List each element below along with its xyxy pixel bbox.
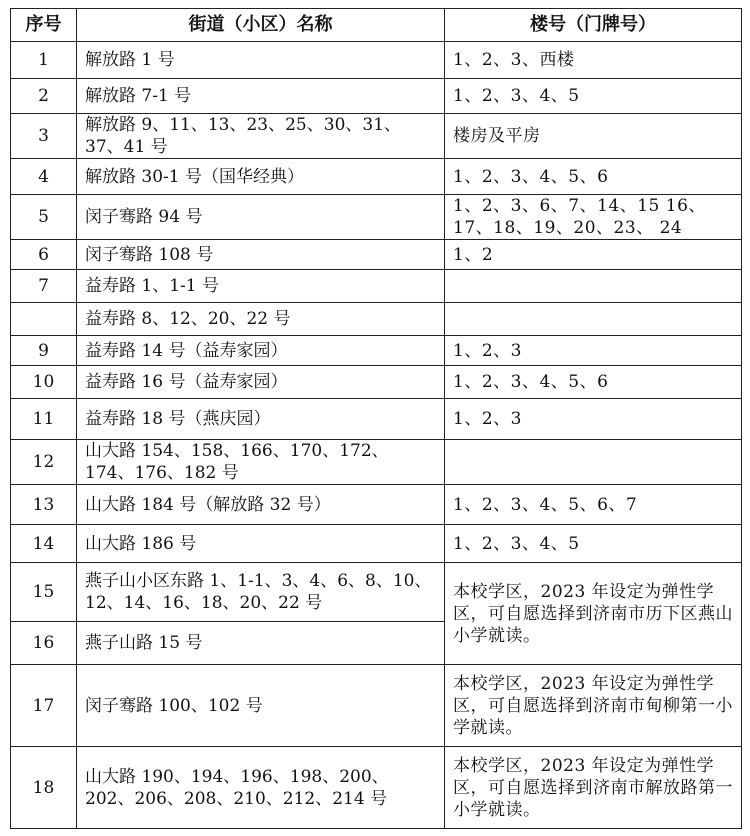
table-row <box>11 399 742 440</box>
street-name: 益寿路 8、12、20、22 号 <box>77 303 445 336</box>
row-number: 18 <box>11 747 77 829</box>
row-number: 10 <box>11 366 77 399</box>
row-number: 7 <box>11 270 77 303</box>
building-numbers: 本校学区，2023 年设定为弹性学区，可自愿选择到济南市历下区燕山小学就读。 <box>445 563 742 665</box>
header-building: 楼号（门牌号） <box>445 9 742 42</box>
row-number: 12 <box>11 440 77 485</box>
table-row <box>11 563 742 622</box>
school-district-table <box>10 8 742 829</box>
street-name: 解放路 1 号 <box>77 42 445 79</box>
table-row <box>11 747 742 829</box>
building-numbers: 1、2、3 <box>445 399 742 440</box>
street-name: 解放路 7-1 号 <box>77 79 445 114</box>
row-number <box>11 303 77 336</box>
table-row <box>11 240 742 270</box>
building-numbers: 1、2、3、4、5、6 <box>445 159 742 195</box>
street-name: 益寿路 18 号（燕庆园） <box>77 399 445 440</box>
building-numbers: 1、2、3、4、5、6、7 <box>445 485 742 525</box>
row-number: 13 <box>11 485 77 525</box>
building-numbers: 1、2、3、4、5 <box>445 525 742 563</box>
street-name: 山大路 154、158、166、170、172、174、176、182 号 <box>77 440 445 485</box>
row-number: 2 <box>11 79 77 114</box>
street-name: 益寿路 16 号（益寿家园） <box>77 366 445 399</box>
street-name: 闵子骞路 100、102 号 <box>77 665 445 747</box>
header-street: 街道（小区）名称 <box>77 9 445 42</box>
table-row <box>11 336 742 366</box>
row-number: 17 <box>11 665 77 747</box>
building-numbers: 楼房及平房 <box>445 114 742 159</box>
street-name: 益寿路 1、1-1 号 <box>77 270 445 303</box>
header-row <box>11 9 742 42</box>
row-number: 14 <box>11 525 77 563</box>
building-numbers: 1、2 <box>445 240 742 270</box>
table-row <box>11 79 742 114</box>
street-name: 益寿路 14 号（益寿家园） <box>77 336 445 366</box>
table-row <box>11 665 742 747</box>
building-numbers: 1、2、3、4、5 <box>445 79 742 114</box>
row-number: 15 <box>11 563 77 622</box>
street-name: 山大路 186 号 <box>77 525 445 563</box>
building-numbers <box>445 270 742 303</box>
row-number: 3 <box>11 114 77 159</box>
street-name: 山大路 190、194、196、198、200、202、206、208、210、212、214 号 <box>77 747 445 829</box>
table-row <box>11 525 742 563</box>
building-numbers: 本校学区，2023 年设定为弹性学区，可自愿选择到济南市解放路第一小学就读。 <box>445 747 742 829</box>
building-numbers <box>445 303 742 336</box>
building-numbers: 1、2、3、6、7、14、15 16、17、18、19、20、23、 24 <box>445 195 742 240</box>
table-row <box>11 114 742 159</box>
table-row <box>11 159 742 195</box>
row-number: 9 <box>11 336 77 366</box>
row-number: 1 <box>11 42 77 79</box>
table-row <box>11 485 742 525</box>
street-name: 燕子山路 15 号 <box>77 622 445 665</box>
table-row <box>11 366 742 399</box>
row-number: 6 <box>11 240 77 270</box>
table-row <box>11 42 742 79</box>
street-name: 解放路 9、11、13、23、25、30、31、37、41 号 <box>77 114 445 159</box>
building-numbers: 1、2、3、4、5、6 <box>445 366 742 399</box>
street-name: 闵子骞路 108 号 <box>77 240 445 270</box>
row-number: 11 <box>11 399 77 440</box>
building-numbers: 1、2、3 <box>445 336 742 366</box>
table-row <box>11 270 742 303</box>
building-numbers <box>445 440 742 485</box>
table-row <box>11 440 742 485</box>
row-number: 4 <box>11 159 77 195</box>
table-row <box>11 195 742 240</box>
street-name: 燕子山小区东路 1、1-1、3、4、6、8、10、12、14、16、18、20、22 号 <box>77 563 445 622</box>
street-name: 山大路 184 号（解放路 32 号） <box>77 485 445 525</box>
table-row <box>11 303 742 336</box>
row-number: 5 <box>11 195 77 240</box>
row-number: 16 <box>11 622 77 665</box>
header-seq: 序号 <box>11 9 77 42</box>
street-name: 闵子骞路 94 号 <box>77 195 445 240</box>
building-numbers: 1、2、3、西楼 <box>445 42 742 79</box>
street-name: 解放路 30-1 号（国华经典） <box>77 159 445 195</box>
building-numbers: 本校学区，2023 年设定为弹性学区，可自愿选择到济南市甸柳第一小学就读。 <box>445 665 742 747</box>
